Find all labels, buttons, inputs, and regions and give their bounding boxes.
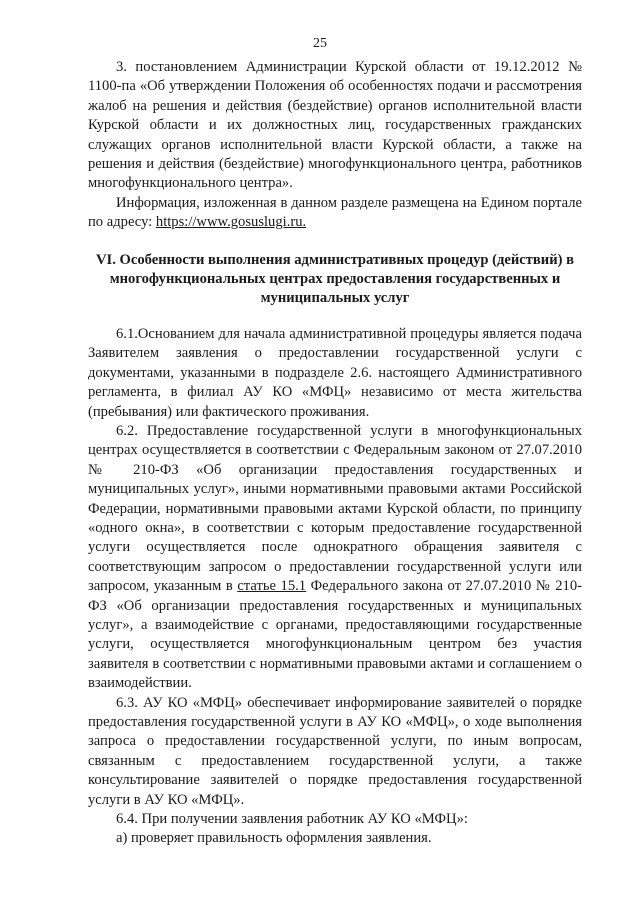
info-text: Информация, изложенная в данном разделе размещена на Едином портале по адресу: <box>88 194 582 231</box>
document-body <box>88 58 582 849</box>
portal-link[interactable]: https://www.gosuslugi.ru. <box>155 214 307 231</box>
paragraph-6-4: 6.4. При получении заявления работник АУ КО «МФЦ»: <box>116 811 468 828</box>
page-number: 25 <box>313 36 327 51</box>
paragraph-6-2 <box>88 422 582 694</box>
paragraph-6-2-text-a: 6.2. Предоставление государственной услуги в многофункциональных центрах осуществляется в соответствии с Федеральным законом от 27.07.2010 № 210-ФЗ «Об организации предоставления государственных и муниципальных услуг», иными нормативными правовыми актами Российской Федерации, нормативными правовыми актами Курской области, по принципу «одного окна», в соответствии с которым предоставление государственной услуги осуществляется после однократного обращения заявителя с соответствующим запросом о предоставлении государственной услуги или запросом, указанным в <box>88 422 582 595</box>
article-link[interactable]: статье 15.1 <box>237 578 307 595</box>
paragraph-6-2-text-b: Федерального закона от 27.07.2010 № 210-ФЗ «Об организации предоставления государственных и муниципальных услуг», а взаимодействие с органами, предоставляющими государственные услуги, осуществляется многофункциональным центром без участия заявителя в соответствии с нормативными правовыми актами и соглашением о взаимодействии. <box>88 578 582 692</box>
paragraph-item-3: 3. постановлением Администрации Курской области от 19.12.2012 № 1100-па «Об утверждении Положения об особенностях подачи и рассмотрения жалоб на решения и действия (бездействие) органов исполнительной власти Курской области и их должностных лиц, государственных гражданских служащих органов исполнительной власти Курской области, а также на решения и действия (бездействие) многофункционального центра, работников многофункционального центра». <box>88 59 582 192</box>
info-paragraph <box>88 194 582 233</box>
paragraph-6-3: 6.3. АУ КО «МФЦ» обеспечивает информирование заявителей о порядке предоставления государственной услуги в АУ КО «МФЦ», о ходе выполнения запроса о предоставлении государственной услуги, по иным вопросам, связанным с предоставлением государственной услуги, а также консультирование заявителей о порядке предоставления государственной услуги в АУ КО «МФЦ». <box>88 694 582 808</box>
paragraph-6-4-a: а) проверяет правильность оформления заявления. <box>116 830 432 847</box>
paragraph-6-1: 6.1.Основанием для начала административной процедуры является подача Заявителем заявления о предоставлении государственной услуги с документами, указанными в подразделе 2.6. настоящего Административного регламента, в филиал АУ КО «МФЦ» независимо от места жительства (пребывания) или фактического проживания. <box>88 325 582 420</box>
section-heading: VI. Особенности выполнения административных процедур (действий) в многофункциональных центрах предоставления государственных и муниципальных услуг <box>96 251 574 307</box>
